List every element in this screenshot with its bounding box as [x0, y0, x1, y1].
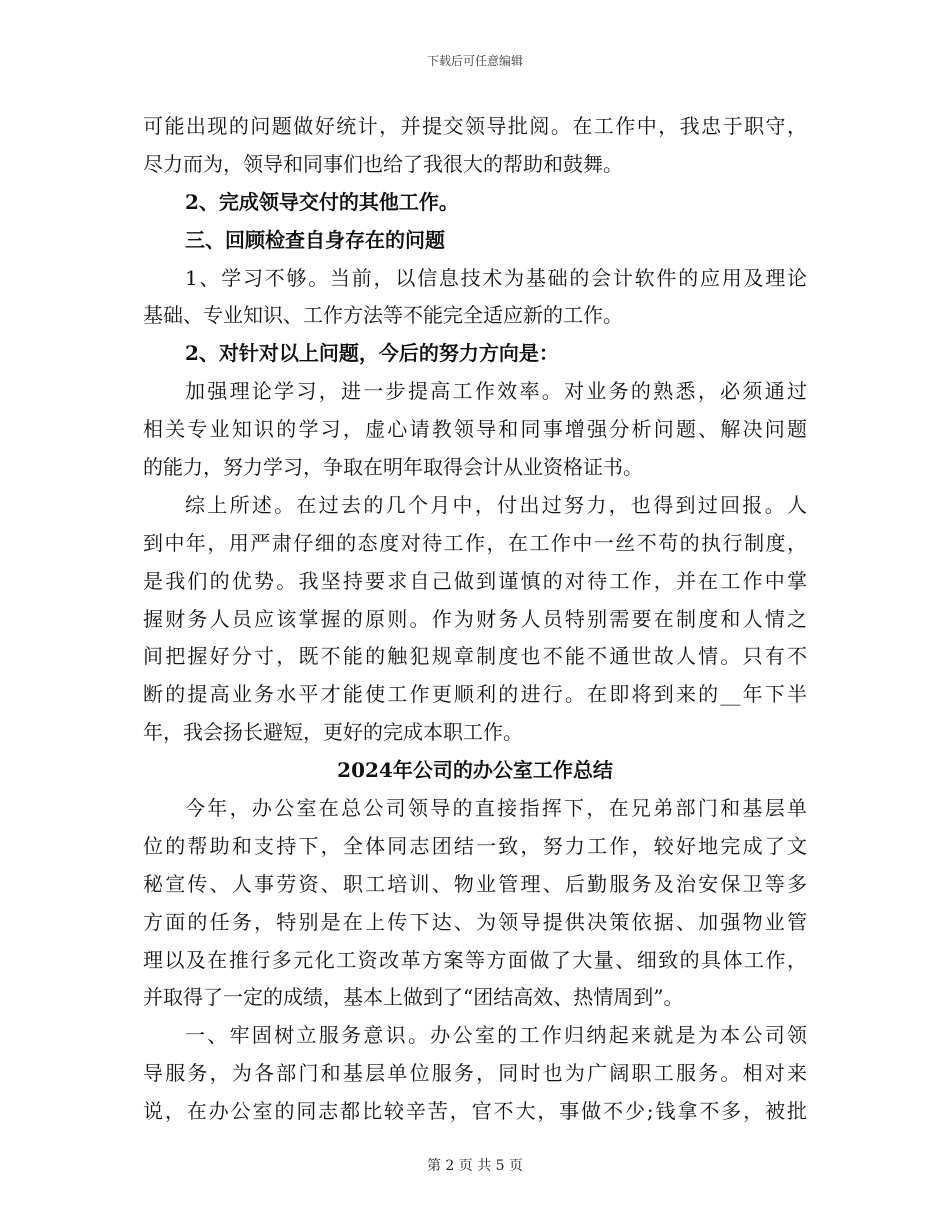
- text-line: 加强理论学习，进一步提高工作效率。对业务的熟悉，必须通过: [185, 379, 807, 404]
- text-line: 到中年，用严肃仔细的态度对待工作，在工作中一丝不苟的执行制度，: [143, 530, 807, 555]
- text-line: 一、牢固树立服务意识。办公室的工作归纳起来就是为本公司领: [185, 1023, 807, 1048]
- text-line: 并取得了一定的成绩，基本上做到了“团结高效、热情周到”。: [143, 985, 684, 1010]
- text-line: 握财务人员应该掌握的原则。作为财务人员特别需要在制度和人情之: [143, 606, 807, 631]
- text-line: 导服务，为各部门和基层单位服务，同时也为广阔职工服务。相对来: [143, 1061, 807, 1086]
- text-line: 是我们的优势。我坚持要求自己做到谨慎的对待工作，并在工作中掌: [143, 568, 807, 593]
- subheading: 2、对针对以上问题，今后的努力方向是：: [185, 341, 559, 366]
- text-line: 可能出现的问题做好统计，并提交领导批阅。在工作中，我忠于职守，: [143, 114, 807, 138]
- text-line: 位的帮助和支持下，全体同志团结一致，努力工作，较好地完成了文: [143, 833, 807, 858]
- text-line: 的能力，努力学习，争取在明年取得会计从业资格证书。: [143, 455, 643, 480]
- text-line: 基础、专业知识、工作方法等不能完全适应新的工作。: [143, 303, 623, 328]
- document-title: 2024年公司的办公室工作总结: [337, 758, 613, 783]
- text-line: 今年，办公室在总公司领导的直接指挥下，在兄弟部门和基层单: [185, 796, 807, 821]
- document-body: [143, 108, 807, 1131]
- text-line: 尽力而为，领导和同事们也给了我很大的帮助和鼓舞。: [143, 151, 623, 176]
- text-line: 说，在办公室的同志都比较辛苦，官不大，事做不少;钱拿不多，被批: [143, 1099, 807, 1124]
- text-line: 年，我会扬长避短，更好的完成本职工作。: [143, 720, 523, 745]
- section-heading: 三、回顾检查自身存在的问题: [185, 227, 445, 252]
- text-line: 理以及在推行多元化工资改革方案等方面做了大量、细致的具体工作，: [143, 947, 807, 972]
- text-line: 秘宣传、人事劳资、职工培训、物业管理、后勤服务及治安保卫等多: [143, 871, 807, 896]
- page-header: 下载后可任意编辑: [426, 54, 523, 68]
- text-line: 1、学习不够。当前，以信息技术为基础的会计软件的应用及理论: [185, 265, 807, 290]
- text-line: 方面的任务，特别是在上传下达、为领导提供决策依据、加强物业管: [143, 909, 807, 934]
- text-line: 断的提高业务水平才能使工作更顺利的进行。在即将到来的__年下半: [143, 682, 807, 707]
- text-line: 相关专业知识的学习，虚心请教领导和同事增强分析问题、解决问题: [143, 417, 807, 442]
- text-line: 间把握好分寸，既不能的触犯规章制度也不能不通世故人情。只有不: [143, 644, 807, 669]
- text-line: 综上所述。在过去的几个月中，付出过努力，也得到过回报。人: [185, 492, 807, 517]
- subheading: 2、完成领导交付的其他工作。: [185, 189, 459, 214]
- page-footer: 第 2 页 共 5 页: [426, 1158, 524, 1174]
